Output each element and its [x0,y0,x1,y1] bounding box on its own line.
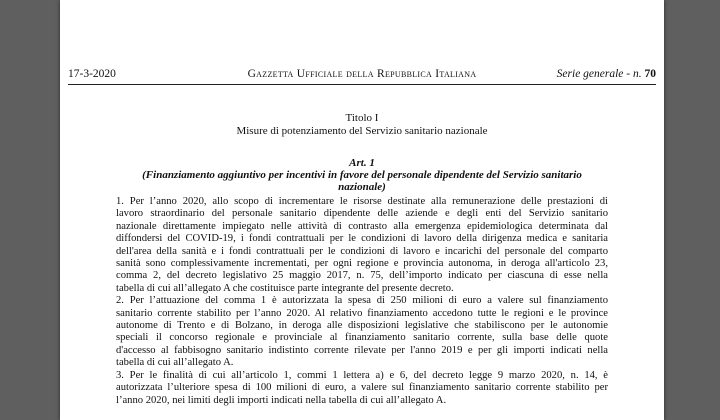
section-subtitle: Misure di potenziamento del Servizio sanitario nazionale [236,125,488,137]
text-line: 3. Per le finalità di cui all’articolo 1, commi 1 lettera a) e 6, del decreto legge 9 marzo 2020, n. 14, è [116,369,608,381]
gazette-title: Gazzetta Ufficiale della Repubblica Italiana [247,68,477,80]
article-body [116,196,608,407]
section-title: Titolo I [345,112,379,124]
article-heading-line: (Finanziamento aggiuntivo per incentivi in favore del personale dipendente del Servizio sanitario [142,169,582,181]
article-heading [130,169,594,193]
page-header [68,66,656,82]
paragraph-1 [116,196,608,295]
text-line: speciali il concorso regionale e provinciale al finanziamento sanitario corrente, sulla base delle quote [116,332,608,344]
text-line: diffondersi del COVID-19, i fondi contrattuali per le condizioni di lavoro della dirigenza medica e sanitaria [116,233,608,245]
series-label [557,66,656,82]
text-line: d'accesso al fabbisogno sanitario indistinto corrente rilevate per l'anno 2019 e per gli importi indicati nella [116,344,608,356]
text-line: sanità sono complessivamente incrementati, per ogni regione e provincia autonoma, in deroga all'articolo 23, [116,258,608,270]
text-line: dell'area della sanità e i fondi contrattuali per le condizioni di lavoro e incarichi del personale del comparto [116,245,608,257]
paragraph-2 [116,295,608,369]
paragraph-3 [116,370,608,407]
series-label-text: Serie generale - n. [556,68,645,80]
text-line: nazionale direttamente impiegato nelle attività di contrasto alla emergenza epidemiologica determinata dal [116,220,608,232]
article-number: Art. 1 [349,157,375,169]
text-line: l’anno 2020, nei limiti degli importi indicati nella tabella di cui all’allegato A. [116,394,447,406]
text-line: lavoro straordinario del personale sanitario dipendente delle aziende e degli enti del Servizio sanitario [116,208,608,220]
series-number: 70 [644,68,656,80]
document-page[interactable] [60,0,664,420]
text-line: comma 2, del decreto legislativo 25 maggio 2017, n. 75, dell’importo indicato per ciascuna di esse nella [116,270,608,282]
publication-date: 17-3-2020 [68,68,116,80]
article-heading-line: nazionale) [338,181,386,193]
text-line: autonome di Trento e di Bolzano, in deroga alle disposizioni legislative che stabiliscono per le autonomie [116,320,608,332]
text-line: tabella di cui all’allegato A. [116,357,234,369]
text-line: 1. Per l’anno 2020, allo scopo di incrementare le risorse destinate alla remunerazione delle prestazioni di [116,196,608,207]
header-rule [68,84,656,85]
text-line: sanitario corrente stabilito per l’anno 2020. Al relativo finanziamento accedono tutte le regioni e le province [116,307,608,319]
text-line: autorizzata l’ulteriore spesa di 100 milioni di euro, a valere sul finanziamento sanitario corrente stabilito per [116,382,608,394]
text-line: tabella di cui all’allegato A che costituisce parte integrante del presente decreto. [116,282,454,294]
text-line: 2. Per l’attuazione del comma 1 è autorizzata la spesa di 250 milioni di euro a valere sul finanziamento [116,295,608,307]
